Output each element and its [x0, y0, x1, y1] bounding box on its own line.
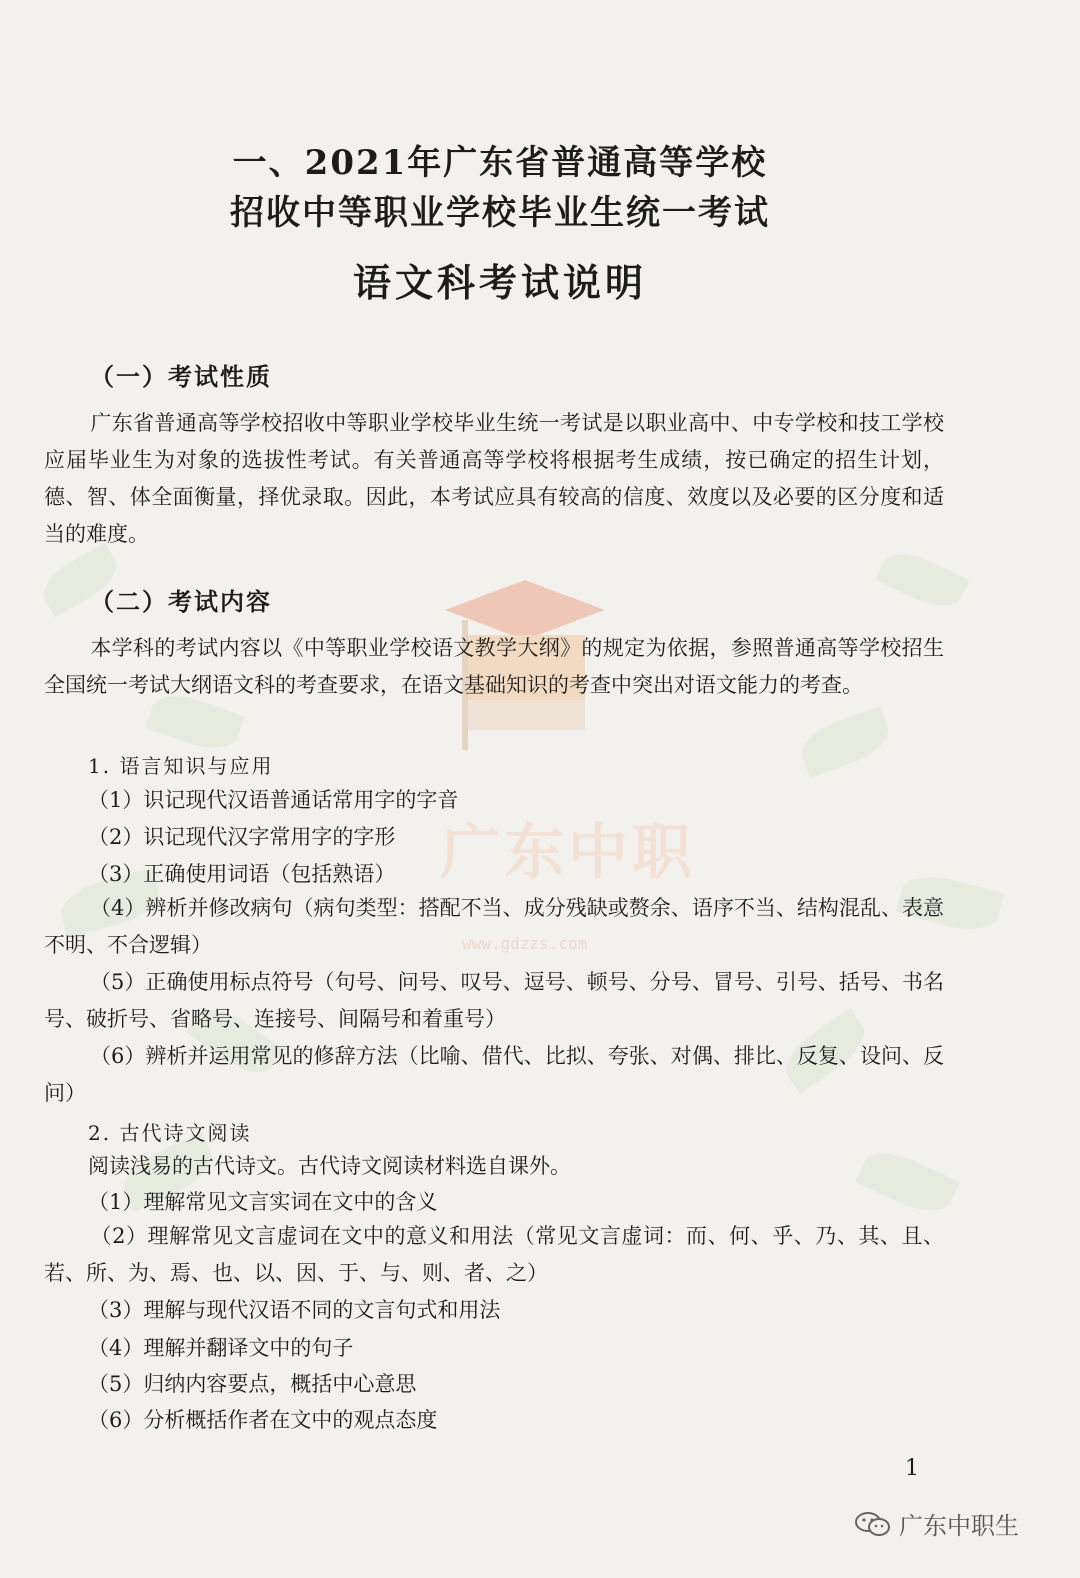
page-title-main: 语文科考试说明: [352, 261, 647, 305]
list-item: （3）理解与现代汉语不同的文言句式和用法: [88, 1298, 501, 1322]
paragraph-nature: [44, 405, 944, 553]
list-item: （6）分析概括作者在文中的观点态度: [88, 1408, 438, 1432]
page-number: 1: [905, 1456, 919, 1481]
paragraph-text: 广东省普通高等学校招收中等职业学校毕业生统一考试是以职业高中、中专学校和技工学校应届毕业生为对象的选拔性考试。有关普通高等学校将根据考生成绩，按已确定的招生计划，德、智、体全面衡量，择优录取。因此，本考试应具有较高的信度、效度以及必要的区分度和适当的难度。: [44, 411, 944, 546]
list-item: （3）正确使用词语（包括熟语）: [88, 862, 396, 886]
list-item-text: （2）理解常见文言虚词在文中的意义和用法（常见文言虚词：而、何、乎、乃、其、且、若、所、为、焉、也、以、因、于、与、则、者、之）: [44, 1224, 944, 1285]
list-item: （5）归纳内容要点，概括中心意思: [88, 1372, 417, 1396]
list-item: [44, 1038, 944, 1112]
section-heading-content: （二）考试内容: [90, 588, 272, 616]
subsection-title-language: 1. 语言知识与应用: [88, 754, 274, 778]
list-item: （2）识记现代汉字常用字的字形: [88, 825, 396, 849]
list-item-text: （6）辨析并运用常见的修辞方法（比喻、借代、比拟、夸张、对偶、排比、反复、设问、反问）: [44, 1044, 944, 1105]
list-item: （1）理解常见文言实词在文中的含义: [88, 1190, 438, 1214]
list-item: [44, 1218, 944, 1292]
paragraph-text: 本学科的考试内容以《中等职业学校语文教学大纲》的规定为依据，参照普通高等学校招生全国统一考试大纲语文科的考查要求，在语文基础知识的考查中突出对语文能力的考查。: [44, 636, 944, 697]
page-title-line1: 一、2021年广东省普通高等学校: [232, 143, 768, 183]
paragraph-content-intro: [44, 630, 944, 704]
page-title-line2: 招收中等职业学校毕业生统一考试: [230, 193, 770, 233]
section-heading-nature: （一）考试性质: [90, 363, 272, 391]
list-item: （1）识记现代汉语普通话常用字的字音: [88, 788, 459, 812]
url-watermark: www.gdzzs.com: [462, 934, 588, 953]
wechat-account-watermark: [855, 1506, 1019, 1541]
list-item-text: （5）正确使用标点符号（句号、问号、叹号、逗号、顿号、分号、冒号、引号、括号、书名号、破折号、省略号、连接号、间隔号和着重号）: [44, 970, 944, 1031]
list-item: [44, 964, 944, 1038]
school-logo-watermark: 广东中职: [440, 818, 696, 888]
paragraph-classical-intro: 阅读浅易的古代诗文。古代诗文阅读材料选自课外。: [88, 1154, 571, 1178]
list-item-text: （4）辨析并修改病句（病句类型：搭配不当、成分残缺或赘余、语序不当、结构混乱、表意不明、不合逻辑）: [44, 896, 944, 957]
subsection-title-classical: 2. 古代诗文阅读: [88, 1121, 252, 1145]
list-item: [44, 890, 944, 964]
list-item: （4）理解并翻译文中的句子: [88, 1336, 354, 1360]
wechat-icon: [855, 1511, 891, 1537]
account-name: 广东中职生: [899, 1512, 1019, 1540]
